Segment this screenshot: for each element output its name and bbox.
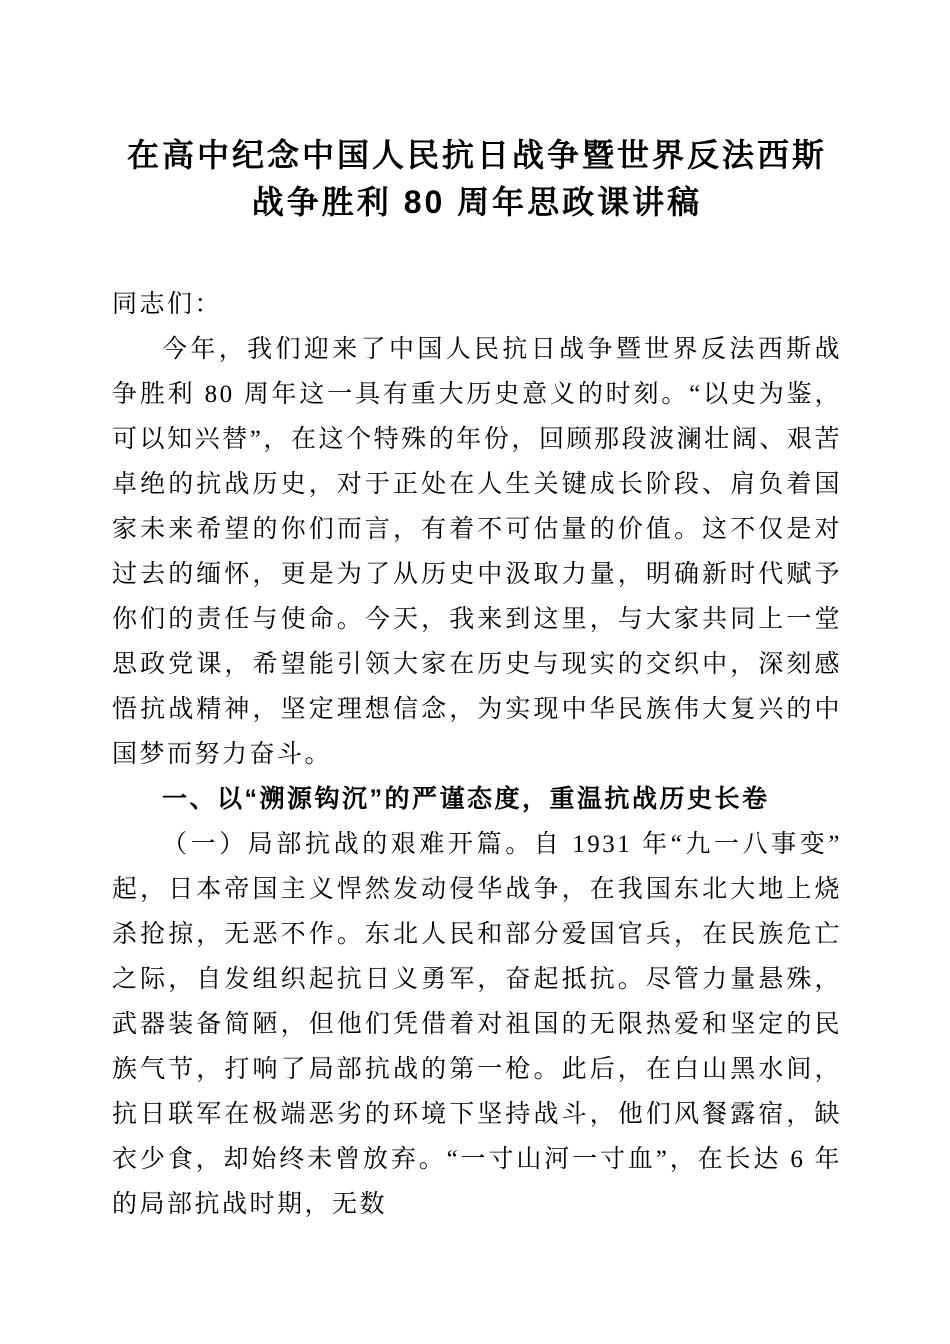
section-1-paragraph-1-lead: （一）局部抗战的艰难开篇。: [162, 831, 534, 858]
section-1-paragraph-1-text: 自 1931 年“九一八事变”起，日本帝国主义悍然发动侵华战争，在我国东北大地上烧杀抢掠，无恶不作。东北人民和部分爱国官兵，在民族危亡之际，自发组织起抗日义勇军，奋起抵抗。尽管力量悬殊，武器装备简陋，但他们凭借着对祖国的无限热爱和坚定的民族气节，打响了局部抗战的第一枪。此后，在白山黑水间，抗日联军在极端恶劣的环境下坚持战斗，他们风餐露宿，缺衣少食，却始终未曾放弃。“一寸山河一寸血”，在长达 6 年的局部抗战时期，无数: [112, 831, 842, 1218]
intro-paragraph: 今年，我们迎来了中国人民抗日战争暨世界反法西斯战争胜利 80 周年这一具有重大历史意义的时刻。“以史为鉴，可以知兴替”，在这个特殊的年份，回顾那段波澜壮阔、艰苦卓绝的抗战历史，对于正处在人生关键成长阶段、肩负着国家未来希望的你们而言，有着不可估量的价值。这不仅是对过去的缅怀，更是为了从历史中汲取力量，明确新时代赋予你们的责任与使命。今天，我来到这里，与大家共同上一堂思政党课，希望能引领大家在历史与现实的交织中，深刻感悟抗战精神，坚定理想信念，为实现中华民族伟大复兴的中国梦而努力奋斗。: [112, 336, 842, 768]
document-title-line-2: 战争胜利 80 周年思政课讲稿: [251, 184, 703, 220]
document-title-line-1: 在高中纪念中国人民抗日战争暨世界反法西斯: [126, 137, 827, 173]
section-1-paragraph-1: [112, 822, 842, 1227]
section-1-heading: 一、以“溯源钩沉”的严谨态度，重温抗战历史长卷: [162, 785, 770, 813]
document-title: [112, 132, 842, 226]
salutation-line: 同志们：: [112, 291, 223, 318]
